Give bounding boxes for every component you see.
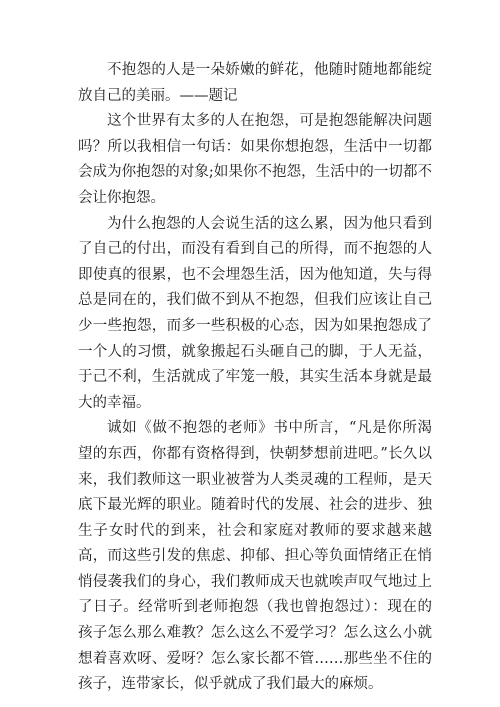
document-page bbox=[78, 58, 432, 698]
paragraph-why-tired: 为什么抱怨的人会说生活的这么累，因为他只看到了自己的付出，而没有看到自己的所得，而不抱怨的人即使真的很累，也不会埋怨生活，因为他知道，失与得总是同在的，我们做不到从不抱怨，但我们应该让自己少一些抱怨，而多一些积极的心态，因为如果抱怨成了一个人的习惯，就象搬起石头砸自己的脚，于人无益，于己不利，生活就成了牢笼一般，其实生活本身就是最大的幸福。 bbox=[78, 215, 432, 411]
paragraph-epigraph: 不抱怨的人是一朵娇嫩的鲜花，他随时随地都能绽放自己的美丽。——题记 bbox=[78, 62, 432, 104]
paragraph-complaint-world: 这个世界有太多的人在抱怨，可是抱怨能解决问题吗？所以我相信一句话：如果你想抱怨，生活中一切都会成为你抱怨的对象;如果你不抱怨，生活中的一切都不会让你抱怨。 bbox=[78, 113, 432, 206]
paragraph-teacher-book: 诚如《做不抱怨的老师》书中所言，“凡是你所渴望的东西，你都有资格得到，快朝梦想前进吧。”长久以来，我们教师这一职业被誉为人类灵魂的工程师，是天底下最光辉的职业。随着时代的发展、社会的进步、独生子女时代的到来，社会和家庭对教师的要求越来越高，而这些引发的焦虑、抑郁、担心等负面情绪正在悄悄侵袭我们的身心，我们教师成天也就唉声叹气地过上了日子。经常听到老师抱怨（我也曾抱怨过）：现在的孩子怎么那么难教？怎么这么不爱学习？怎么这么小就想着喜欢呀、爱呀？怎么家长都不管……那些坐不住的孩子，连带家长，似乎就成了我们最大的麻烦。 bbox=[78, 420, 432, 693]
